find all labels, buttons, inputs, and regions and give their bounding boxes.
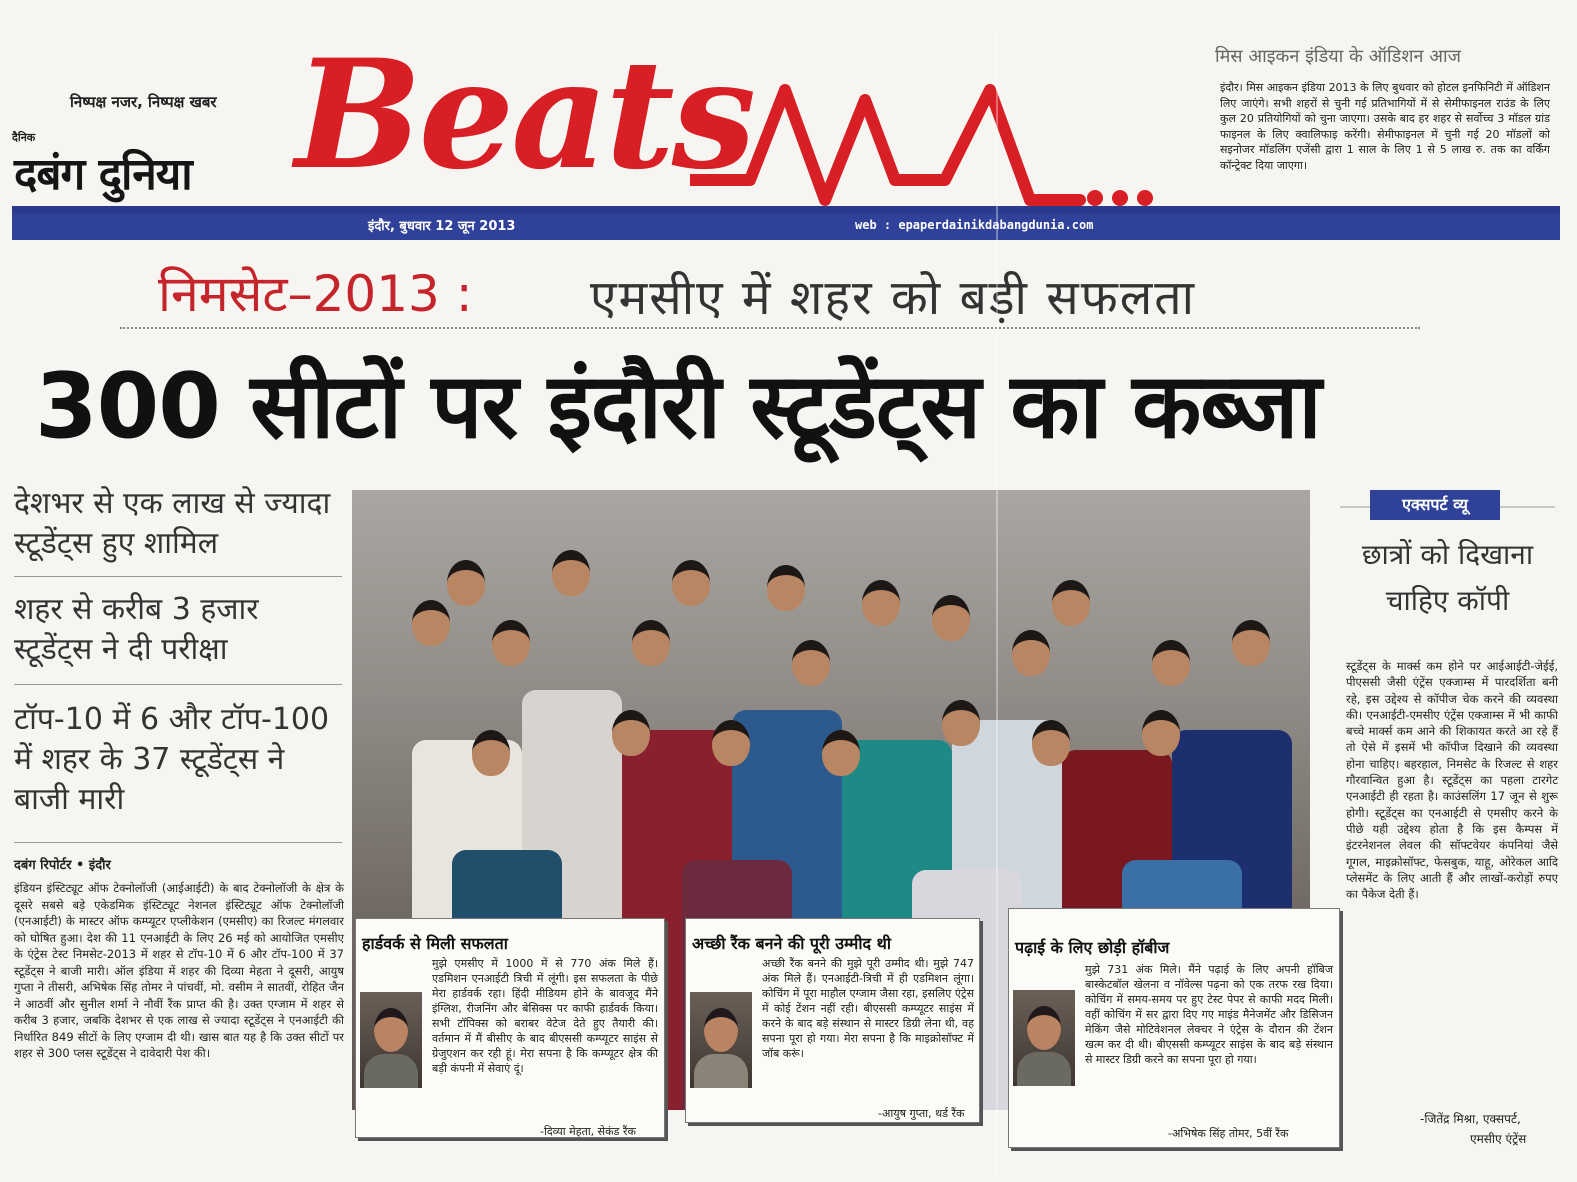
newspaper-logo: दबंग दुनिया xyxy=(14,149,192,200)
deck-divider xyxy=(14,576,342,577)
quote-text xyxy=(692,956,974,1061)
page-fold xyxy=(996,30,998,1180)
masthead-bar xyxy=(12,206,1560,240)
deck-1: देशभर से एक लाख से ज्यादा स्टूडेंट्स हुए शामिल xyxy=(14,486,331,561)
article-body: इंडियन इंस्टिट्यूट ऑफ टेक्नोलॉजी (आईआईटी) के बाद टेक्नोलॉजी के क्षेत्र के दूसरे सबसे बड़े एकेडमिक इंस्टिट्यूट नेशनल इंस्टिट्यूट ऑफ टेक्नोलॉजी (एनआईटी) के मास्टर ऑफ कम्प्यूटर एप्लीकेशन (एमसीए) का रिजल्ट मंगलवार को घोषित हुआ। देश की 11 एनआईटी के लिए 26 मई को आयोजित एमसीए के एंट्रेस टेस्ट निमसेट-2013 में शहर से टॉप-10 में 6 और टॉप-100 में 37 स्टूडेंट्स ने बाजी मारी। ऑल इंडिया में शहर की दिव्या मेहता ने दूसरी, आयुष गुप्ता ने तीसरी, अभिषेक सिंह तोमर ने पांचवीं, मो. वसीम ने सातवीं, रोहित जैन ने आठवीं और सुनील शर्मा ने नौवीं रैंक प्राप्त की है। उक्त एग्जाम में शहर से करीब 3 हजार, जबकि देशभर से एक लाख से ज्यादा स्टूडेंट्स ने एनआईटी की निर्धारित 849 सीटों के लिए एग्जाम दी थी। खास बात यह है कि उक्त सीटों पर शहर से 300 प्लस स्टूडेंट्स ने दावेदारी पेश की। xyxy=(14,881,344,1060)
quote-title: अच्छी रैंक बनने की पूरी उम्मीद थी xyxy=(692,934,891,953)
deck-3: टॉप-10 में 6 और टॉप-100 में शहर के 37 स्टूडेंट्स ने बाजी मारी xyxy=(14,702,330,817)
brief-text: इंदौर। मिस आइकन इंडिया 2013 के लिए बुधवार को होटल इनफिनिटी में ऑडिशन लिए जाएंगे। सभी शहरों से चुनी गई प्रतिभागियों में से सेमीफाइनल राउंड के लिए कुल 20 प्रतियोगियों को चुना जाएगा। उसके बाद हर शहर से सर्वोच्च 3 मॉडल ग्रांड फाइनल के लिए क्वालिफाइ करेंगी। सेमीफाइनल में चुनी गई 20 मॉडलों को सइनोजर मॉडलिंग एजेंसी द्वारा 1 साल के लिए 1 से 5 लाख रु. तक का वर्किंग कॉन्ट्रेक्ट दिया जाएगा। xyxy=(1220,81,1550,172)
deck-divider xyxy=(14,842,342,843)
expert-badge: एक्सपर्ट व्यू xyxy=(1370,490,1500,520)
quote-signature: -आयुष गुप्ता, थर्ड रैंक xyxy=(878,1107,965,1120)
headline-kicker-red: निमसेट–2013 : xyxy=(158,265,473,323)
kicker-rule xyxy=(120,327,1420,329)
quote-text-content: मुझे एमसीए में 1000 में से 770 अंक मिले हैं। एडमिशन एनआईटी त्रिची में लूंगी। इस सफलता के पीछे मेरा हार्डवर्क रहा। हिंदी मीडियम होने के बावजूद मैंने इंग्लिश, रीजनिंग और बेसिक्स पर काफी हार्डवर्क किया। सभी टॉपिक्स को बराबर वेटेज देते हुए तैयारी की। वर्तमान में मैं बीसीए के बाद बीएससी कम्प्यूटर साइंस से ग्रेजुएशन कर रही हूं। मेरा सपना है कि कम्प्यूटर क्षेत्र की बड़ी कंपनी में सेवाएं दूं। xyxy=(432,957,658,1075)
quote-title: हार्डवर्क से मिली सफलता xyxy=(362,934,508,953)
masthead-tagline: निष्पक्ष नजर, निष्पक्ष खबर xyxy=(70,93,217,111)
quote-title: पढ़ाई के लिए छोड़ी हॉबीज xyxy=(1015,938,1170,957)
quote-signature: -दिव्या मेहता, सेकंड रैंक xyxy=(540,1125,636,1138)
deck-divider xyxy=(14,684,342,685)
section-title-beats: Beats xyxy=(295,27,754,203)
main-headline: 300 सीटों पर इंदौरी स्टूडेंट्स का कब्जा xyxy=(35,354,1321,459)
quote-text xyxy=(1015,962,1333,1067)
headline-kicker: एमसीए में शहर को बड़ी सफलता xyxy=(590,270,1197,326)
quote-text xyxy=(362,956,658,1076)
quote-text-content: अच्छी रैंक बनने की मुझे पूरी उम्मीद थी। मुझे 747 अंक मिले हैं। एनआईटी-त्रिची में ही एडमिशन लूंगा। कोचिंग में पूरा माहौल एग्जाम जैसा रहा, इसलिए एंट्रेस में कोई टेंशन नहीं रही। बीएससी कम्प्यूटर साइंस में करने के बाद बड़े संस्थान से मास्टर डिग्री लेना थी, वह सपना पूरा हो गया। मेरा सपना है कि माइक्रोसॉफ्ट में जॉब करूं। xyxy=(762,957,974,1060)
masthead-dainik: दैनिक xyxy=(12,131,36,144)
expert-signature-org: एमसीए एंट्रेंस xyxy=(1470,1132,1527,1146)
deck-2: शहर से करीब 3 हजार स्टूडेंट्स ने दी परीक्षा xyxy=(14,592,259,667)
byline: दबंग रिपोर्टर • इंदौर xyxy=(14,858,111,873)
expert-headline: छात्रों को दिखाना चाहिए कॉपी xyxy=(1361,538,1534,617)
brief-title: मिस आइकन इंडिया के ऑडिशन आज xyxy=(1215,46,1461,67)
quote-signature: -अभिषेक सिंह तोमर, 5वीं रैंक xyxy=(1168,1127,1289,1140)
expert-signature-name: -जितेंद्र मिश्रा, एक्सपर्ट, xyxy=(1420,1112,1521,1126)
expert-text: स्टूडेंट्स के मार्क्स कम होने पर आईआईटी-जेईई, पीएससी जैसी एंट्रेंस एक्जाम्स में पारदर्शिता बनी रहे, इस उद्देश्य से कॉपीज चेक करने की व्यवस्था की। एनआईटी-एमसीए एंट्रेंस एक्जाम्स में भी काफी बच्चे मार्क्स कम आने की शिकायत करते आ रहे हैं तो ऐसे में इसमें भी कॉपीज दिखाने की व्यवस्था होना चाहिए। बहरहाल, निमसेट के रिजल्ट से शहर गौरवान्वित हुआ है। स्टूडेंट्स का पहला टारगेट एनआईटी ही रहता है। काउंसलिंग 17 जून से शुरू होगी। स्टूडेंट्स का एनआईटी से एमसीए करने के पीछे यही उद्देश्य होता है कि इस कैम्पस में इंटरनेशनल लेवल की सॉफ्टवेयर कंपनियां जैसे गूगल, माइक्रोसॉफ्ट, फेसबुक, याहू, ओरेकल आदि प्लेसमेंट के लिए आती हैं और लाखों-करोड़ों रुपए का पैकेज देती हैं। xyxy=(1346,659,1558,902)
website-link[interactable]: web : epaperdainikdabangdunia.com xyxy=(855,218,1094,232)
quote-text-content: मुझे 731 अंक मिले। मैंने पढ़ाई के लिए अपनी हॉबिज बास्केटबॉल खेलना व नॉवेल्स पढ़ना को एक तरफ रख दिया। कोचिंग में समय-समय पर हुए टेस्ट पेपर से काफी मदद मिली। वहीं कोचिंग में सर द्वारा दिए गए माइंड मैनेजमेंट और डिसिजन मेकिंग जैसे मोटिवेशनल लेक्चर ने एंट्रेस के दौरान की टेंशन खत्म कर दी थी। बीएससी कम्प्यूटर साइंस के बाद बड़े संस्थान से मास्टर डिग्री करने का सपना पूरा हो गया। xyxy=(1085,963,1333,1066)
pulse-line-icon xyxy=(690,60,1210,210)
dateline: इंदौर, बुधवार 12 जून 2013 xyxy=(368,219,516,234)
